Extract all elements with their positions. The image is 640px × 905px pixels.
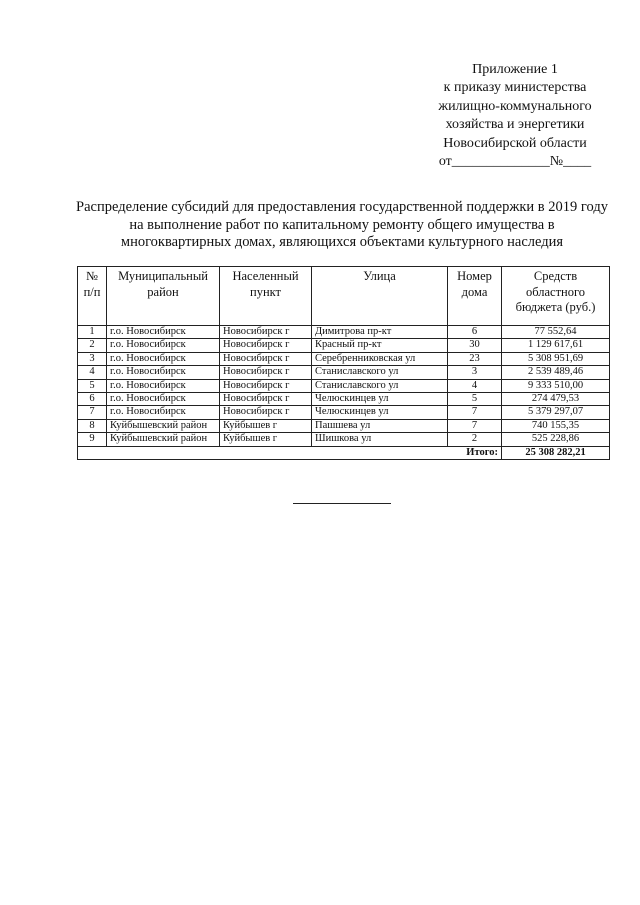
cell-number: 9 (78, 433, 107, 446)
cell-locality: Новосибирск г (220, 393, 312, 406)
cell-house: 5 (448, 393, 502, 406)
cell-district: г.о. Новосибирск (107, 339, 220, 352)
cell-locality: Новосибирск г (220, 406, 312, 419)
cell-house: 30 (448, 339, 502, 352)
cell-amount: 525 228,86 (502, 433, 610, 446)
cell-amount: 1 129 617,61 (502, 339, 610, 352)
appendix-line: Приложение 1 (472, 62, 558, 77)
cell-amount: 5 308 951,69 (502, 352, 610, 365)
cell-district: г.о. Новосибирск (107, 406, 220, 419)
table-row (78, 366, 610, 379)
appendix-line: к приказу министерства (443, 80, 587, 96)
cell-amount: 2 539 489,46 (502, 366, 610, 379)
header-street: Улица (312, 267, 448, 326)
cell-number: 5 (78, 379, 107, 392)
header-district: Муниципальный район (107, 267, 220, 326)
cell-locality: Новосибирск г (220, 326, 312, 339)
cell-street: Челюскинцев ул (312, 393, 448, 406)
table-row (78, 326, 610, 339)
table-row (78, 379, 610, 392)
cell-locality: Новосибирск г (220, 366, 312, 379)
cell-number: 2 (78, 339, 107, 352)
cell-street: Пашшева ул (312, 419, 448, 432)
cell-house: 23 (448, 352, 502, 365)
cell-house: 7 (448, 419, 502, 432)
appendix-line: хозяйства и энергетики (445, 117, 585, 133)
cell-district: г.о. Новосибирск (107, 366, 220, 379)
cell-number: 8 (78, 419, 107, 432)
cell-house: 7 (448, 406, 502, 419)
cell-district: г.о. Новосибирск (107, 379, 220, 392)
cell-number: 7 (78, 406, 107, 419)
cell-street: Красный пр-кт (312, 339, 448, 352)
appendix-line: жилищно-коммунального (438, 98, 592, 114)
cell-locality: Куйбышев г (220, 433, 312, 446)
header-locality: Населенный пункт (220, 267, 312, 326)
closing-divider (293, 503, 391, 504)
cell-number: 4 (78, 366, 107, 379)
cell-number: 1 (78, 326, 107, 339)
cell-amount: 9 333 510,00 (502, 379, 610, 392)
cell-district: Куйбышевский район (107, 419, 220, 432)
table-header-row (78, 267, 610, 326)
cell-locality: Куйбышев г (220, 419, 312, 432)
table-row (78, 406, 610, 419)
cell-amount: 77 552,64 (502, 326, 610, 339)
cell-amount: 740 155,35 (502, 419, 610, 432)
cell-locality: Новосибирск г (220, 379, 312, 392)
cell-street: Станиславского ул (312, 366, 448, 379)
cell-amount: 5 379 297,07 (502, 406, 610, 419)
table-row (78, 419, 610, 432)
cell-amount: 274 479,53 (502, 393, 610, 406)
cell-street: Челюскинцев ул (312, 406, 448, 419)
document-title: Распределение субсидий для предоставления государственной поддержки в 2019 году на выполнение работ по капитальному ремонту общего имущества в многоквартирных домах, являющихся объектами культурного наследия (76, 199, 608, 250)
cell-locality: Новосибирск г (220, 339, 312, 352)
cell-street: Станиславского ул (312, 379, 448, 392)
table-row (78, 433, 610, 446)
total-row (78, 446, 610, 459)
cell-district: г.о. Новосибирск (107, 393, 220, 406)
cell-locality: Новосибирск г (220, 352, 312, 365)
table-row (78, 352, 610, 365)
cell-street: Шишкова ул (312, 433, 448, 446)
total-value: 25 308 282,21 (502, 446, 610, 459)
cell-house: 3 (448, 366, 502, 379)
table-row (78, 339, 610, 352)
cell-district: г.о. Новосибирск (107, 352, 220, 365)
subsidy-table (77, 266, 610, 460)
cell-street: Серебренниковская ул (312, 352, 448, 365)
cell-number: 3 (78, 352, 107, 365)
cell-district: Куйбышевский район (107, 433, 220, 446)
appendix-line: от______________№____ (438, 154, 592, 170)
table-row (78, 393, 610, 406)
cell-house: 4 (448, 379, 502, 392)
cell-house: 6 (448, 326, 502, 339)
appendix-block (420, 61, 610, 171)
appendix-line: Новосибирской области (443, 135, 587, 151)
header-house: Номер дома (448, 267, 502, 326)
cell-house: 2 (448, 433, 502, 446)
header-amount: Средств областного бюджета (руб.) (502, 267, 610, 326)
cell-street: Димитрова пр-кт (312, 326, 448, 339)
total-label: Итого: (78, 446, 502, 459)
cell-district: г.о. Новосибирск (107, 326, 220, 339)
cell-number: 6 (78, 393, 107, 406)
header-number: № п/п (78, 267, 107, 326)
